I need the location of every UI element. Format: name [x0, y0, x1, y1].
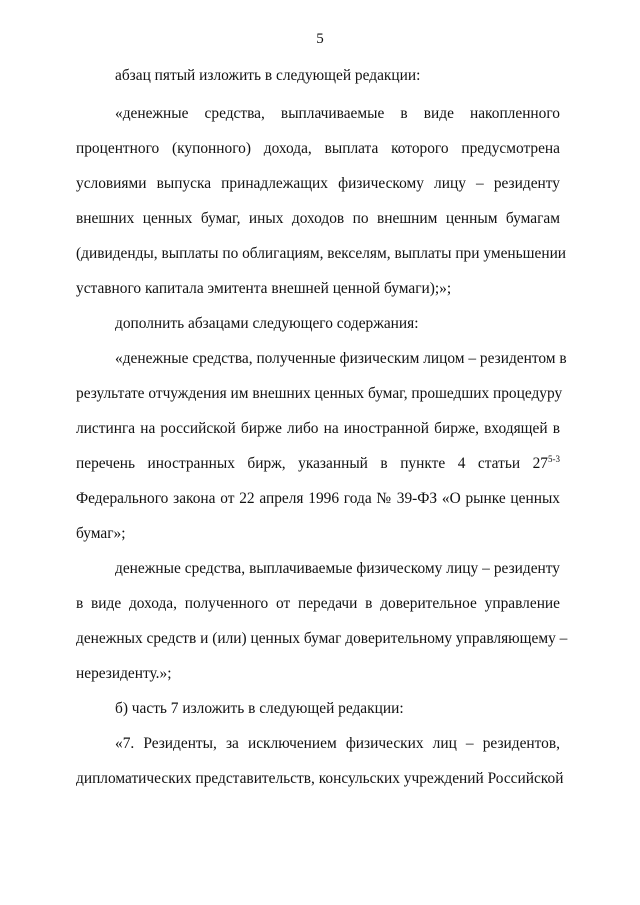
paragraph-line: листинга на российской бирже либо на иностранной бирже, входящей в [76, 420, 560, 437]
article-superscript: 5-3 [548, 453, 560, 464]
paragraph-line: «денежные средства, полученные физическим лицом – резидентом в [115, 350, 567, 367]
page-number: 5 [316, 31, 324, 47]
paragraph-line: уставного капитала эмитента внешней ценной бумаги);»; [76, 280, 452, 297]
paragraph-line: дополнить абзацами следующего содержания: [115, 315, 419, 332]
paragraph-line: процентного (купонного) дохода, выплата которого предусмотрена [76, 140, 560, 157]
paragraph-line: абзац пятый изложить в следующей редакции: [115, 67, 421, 84]
paragraph-line: в виде дохода, полученного от передачи в доверительное управление [76, 595, 560, 612]
paragraph-line: (дивиденды, выплаты по облигациям, векселям, выплаты при уменьшении [76, 245, 567, 262]
paragraph-line: денежные средства, выплачиваемые физическому лицу – резиденту [115, 560, 560, 577]
paragraph-line: «7. Резиденты, за исключением физических лиц – резидентов, [115, 735, 560, 752]
paragraph-line: Федерального закона от 22 апреля 1996 года № 39-ФЗ «О рынке ценных [76, 490, 560, 507]
paragraph-line: денежных средств и (или) ценных бумаг доверительному управляющему – [76, 630, 568, 647]
paragraph-line: нерезиденту.»; [76, 665, 172, 682]
paragraph-line: бумаг»; [76, 525, 126, 542]
paragraph-line: результате отчуждения им внешних ценных бумаг, прошедших процедуру [76, 385, 563, 402]
paragraph-line: б) часть 7 изложить в следующей редакции: [115, 700, 404, 717]
paragraph-line [76, 454, 560, 474]
paragraph-line-text: перечень иностранных бирж, указанный в пункте 4 статьи 27 [76, 455, 548, 472]
paragraph-line: условиями выпуска принадлежащих физическому лицу – резиденту [76, 175, 560, 192]
paragraph-line: дипломатических представительств, консульских учреждений Российской [76, 770, 564, 787]
paragraph-line: «денежные средства, выплачиваемые в виде накопленного [115, 105, 560, 122]
paragraph-line: внешних ценных бумаг, иных доходов по внешним ценным бумагам [76, 210, 560, 227]
